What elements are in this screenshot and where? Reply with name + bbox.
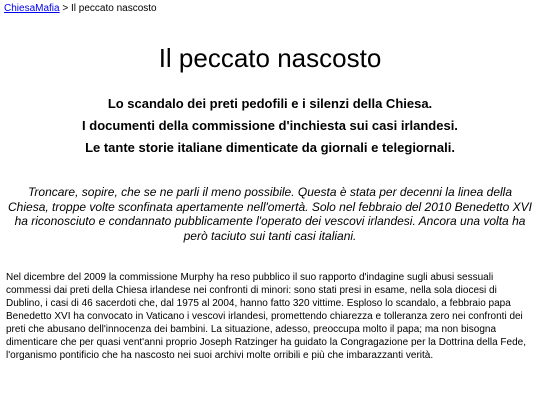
breadcrumb-current: Il peccato nascosto (71, 3, 157, 14)
intro-paragraph: Troncare, sopire, che se ne parli il meno possibile. Questa è stata per decenni la linea della Chiesa, troppe volte sconfinata apertamente nell'omertà. Solo nel febbraio del 2010 Benedetto XVI ha riconosciuto e condannato pubblicamente l'operato dei vescovi irlandesi. Ancora una volta ha però taciuto sui tanti casi italiani. (8, 185, 532, 243)
subtitle-line: I documenti della commissione d'inchiesta sui casi irlandesi. (82, 118, 458, 133)
breadcrumb-home-link[interactable]: ChiesaMafia (4, 3, 60, 14)
body-paragraph: Nel dicembre del 2009 la commissione Murphy ha reso pubblico il suo rapporto d'indagine sugli abusi sessuali commessi dai preti della Chiesa irlandese nei confronti di minori: sono stati presi in esame, nella sola diocesi di Dublino, i casi di 46 sacerdoti che, dal 1975 al 2004, hanno fatto 320 vittime. Esploso lo scandalo, a febbraio papa Benedetto XVI ha convocato in Vaticano i vescovi irlandesi, promettendo chiarezza e tolleranza zero nei confronti dei preti che abusano dell'innocenza dei bambini. La situazione, adesso, preoccupa molto il papa; ma non bisogna dimenticare che per quasi vent'anni proprio Joseph Ratzinger ha guidato la Congragazione per la Dottrina della Fede, l'organismo pontificio che ha nascosto nei suoi archivi molte orribili e più che imbarazzanti verità. (6, 272, 527, 361)
subtitle-line: Lo scandalo dei preti pedofili e i silenzi della Chiesa. (107, 96, 433, 111)
subtitle-line: Le tante storie italiane dimenticate da giornali e telegiornali. (85, 140, 455, 155)
breadcrumb (4, 3, 157, 15)
page-title: Il peccato nascosto (158, 43, 382, 73)
breadcrumb-separator: > (59, 3, 71, 14)
subtitles (0, 95, 540, 161)
